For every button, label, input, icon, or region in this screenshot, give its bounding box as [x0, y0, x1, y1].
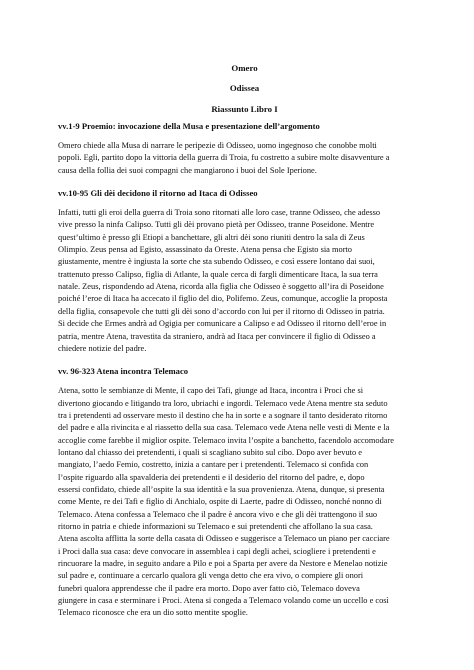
paragraph-line: rincuorare la madre, in seguito andare a Pilo e poi a Sparta per avere da Nestore e Menelao notizie [58, 559, 388, 568]
paragraph-line: quest’ultimo è presso gli Etiopi a banchettare, gli altri dèi sono riuniti dentro la sala di Zeus [58, 232, 365, 242]
paragraph-line: vive presso la ninfa Calipso. Tutti gli dèi provano pietà per Odisseo, tranne Poseidone. Mentre [58, 220, 375, 230]
paragraph-line: giungere in casa e sterminare i Proci. Atena si congeda a Telemaco volando come un uccello e così [58, 596, 389, 606]
paragraph-line: Telemaco. Atena confessa a Telemaco che il padre è ancora vivo e che gli dèi trattengono il suo [58, 509, 378, 519]
paragraph-line: del padre e alla rivincita e al riassetto della sua casa. Telemaco vede Atena nelle vesti di Mente e la [58, 423, 390, 433]
paragraph-line: Telemaco riconosce che era un dio sotto mentite spoglie. [58, 608, 248, 618]
sections-container [58, 120, 431, 620]
summary-title: Riassunto Libro I [211, 103, 278, 114]
paragraph-line: poiché l’eroe di Itaca ha accecato il figlio del dio, Polifemo. Zeus, comunque, accoglie la proposta [58, 294, 388, 304]
paragraph-line: Omero chiede alla Musa di narrare le peripezie di Odisseo, uomo ingegnoso che conobbe molti [58, 141, 377, 151]
paragraph-line: natale. Zeus, rispondendo ad Atena, ricorda alla figlia che Odisseo è soggetto all’ira di Poseidone [58, 282, 384, 292]
paragraph-line: causa della follia dei suoi compagni che mangiarono i buoi del Sole Iperione. [58, 165, 317, 175]
paragraph-line: trattenuto presso Calipso, figlia di Atlante, la quale cerca di fargli dimenticare Itaca, la sua terra [58, 269, 378, 279]
paragraph-line: ritorno in patria e chiede informazioni su Telemaco e sui pretendenti che affollano la sua casa. [58, 521, 373, 531]
paragraph-line: i Proci dalla sua casa: deve convocare in assemblea i capi degli achei, sciogliere i pretendenti e [58, 546, 376, 556]
paragraph-line: divertono giocando e litigando tra loro, ubriachi e ingordi. Telemaco vede Atena mentre sta seduto [58, 398, 388, 408]
paragraph-line: Atena, sotto le sembianze di Mente, il capo dei Tafi, giunge ad Itaca, incontra i Proci che si [58, 386, 364, 396]
paragraph-line: giustamente, mentre è ingiusta la sorte che sta subendo Odisseo, e così essere lontano dai suoi, [58, 257, 375, 267]
section-paragraph [58, 207, 431, 355]
paragraph-line: funebri qualora apprendesse che il padre era morto. Dopo aver fatto ciò, Telemaco doveva [58, 583, 360, 593]
section-paragraph [58, 140, 431, 177]
section-heading: vv.10-95 Gli dèi decidono il ritorno ad Itaca di Odisseo [58, 188, 258, 199]
paragraph-line: mangiato, l’aedo Femio, costretto, inizia a cantare per i pretendenti. Telemaco si confida con [58, 460, 369, 470]
section-heading: vv. 96-323 Atena incontra Telemaco [58, 366, 189, 377]
paragraph-line: della figlia, consapevole che tutti gli dèi sono d’accordo con lui per il ritorno di Odisseo in patria. [58, 306, 385, 316]
author-title: Omero [231, 63, 258, 73]
work-title: Odissea [229, 83, 260, 94]
paragraph-line: chiedere notizie del padre. [58, 343, 147, 353]
paragraph-line: Atena ascolta afflitta la sorte della casata di Odisseo e suggerisce a Telemaco un piano per cacciare [58, 534, 390, 544]
paragraph-line: sul padre e, continuare a cercarlo qualora gli venga detto che era vivo, o compiere gli onori [58, 571, 364, 581]
paragraph-line: come Mente, re dei Tafi e figlio di Anchialo, ospite di Laerte, padre di Odisseo, nonché nonno di [58, 497, 382, 507]
paragraph-line: popoli. Egli, partito dopo la vittoria della guerra di Troia, fu costretto a subire molte disavventure a [58, 153, 390, 163]
paragraph-line: Olimpio. Zeus pensa ad Egisto, assassinato da Oreste. Atena pensa che Egisto sia morto [58, 245, 352, 255]
paragraph-line: accoglie come farebbe il miglior ospite. Telemaco invita l’ospite a banchetto, facendolo accomodare [58, 435, 394, 445]
paragraph-line: tra i pretendenti ad osservare mesto il destino che ha in sorte e a sognare il tanto desiderato ritorno [58, 410, 388, 420]
paragraph-line: l’ospite riguardo alla spavalderia dei pretendenti e il desiderio del ritorno del padre, e, dopo [58, 472, 365, 482]
paragraph-line: essersi confidato, chiede all’ospite la sua identità e la sua provenienza. Atena, dunque, si presenta [58, 484, 385, 494]
section-heading: vv.1-9 Proemio: invocazione della Musa e presentazione dell’argomento [58, 121, 320, 132]
paragraph-line: Si decide che Ermes andrà ad Ogigia per comunicare a Calipso e ad Odisseo il ritorno dell’eroe in [58, 319, 387, 329]
paragraph-line: Infatti, tutti gli eroi della guerra di Troia sono ritornati alle loro case, tranne Odisseo, che adesso [58, 208, 381, 218]
paragraph-line: patria, mentre Atena, travestita da straniero, andrà ad Itaca per convincere il figlio di Odisseo a [58, 331, 376, 341]
paragraph-line: lontano dal chiasso dei pretendenti, i quali si scagliano subito sul cibo. Dopo aver bevuto e [58, 447, 362, 457]
section-paragraph [58, 385, 431, 620]
